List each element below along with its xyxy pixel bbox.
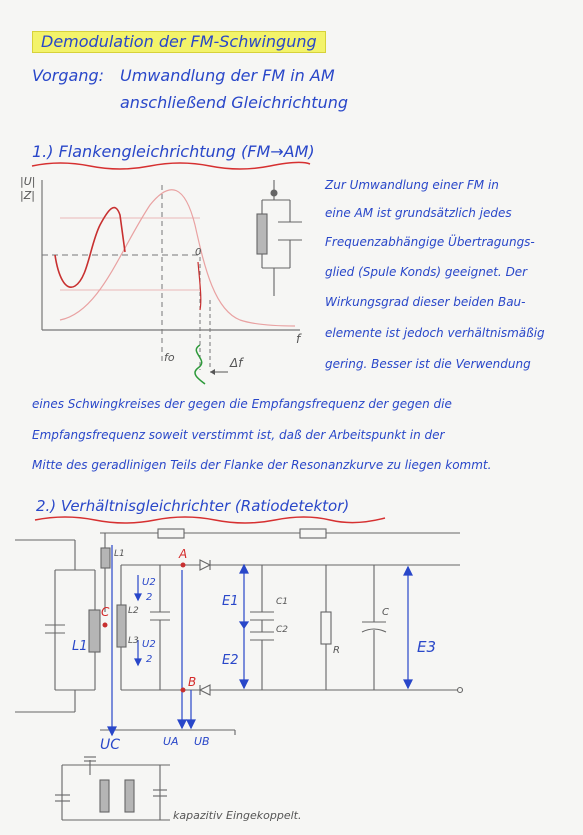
vorgang-line-2: anschließend Gleichrichtung [120, 93, 348, 112]
node-a-label: A [179, 547, 188, 561]
am-wave [198, 262, 201, 310]
page-title: Demodulation der FM-Schwingung [32, 31, 326, 53]
vorgang-line-1: Umwandlung der FM in AM [120, 66, 335, 85]
graph-x-label: f [296, 332, 301, 346]
paragraph-line-9: Empfangsfrequenz soweit verstimmt ist, daß der Arbeitspunkt in der [32, 428, 445, 442]
paragraph-line-6: elemente ist jedoch verhältnismäßig [325, 326, 545, 340]
section-1-heading: 1.) Flankengleichrichtung (FM→AM) [32, 142, 315, 161]
paragraph-line-2: eine AM ist grundsätzlich jedes [325, 206, 512, 220]
resonance-curve [60, 190, 295, 326]
paragraph-line-7: gering. Besser ist die Verwendung [325, 357, 531, 371]
label-u2-bottom-den: 2 [146, 654, 153, 665]
graph-f0-label: fo [164, 351, 175, 364]
label-uc: UC [100, 737, 121, 753]
fm-wave [55, 208, 125, 288]
label-e2: E2 [222, 653, 239, 668]
small-lc-circuit [257, 180, 302, 296]
label-l3: L3 [128, 636, 139, 646]
label-c1: C1 [276, 597, 289, 607]
paragraph-line-4: glied (Spule Konds) geeignet. Der [325, 265, 528, 279]
ratio-detector-circuit [15, 529, 463, 735]
label-l1-top: L1 [114, 549, 125, 559]
label-l1: L1 [72, 639, 88, 654]
label-u2-bottom: U2 [142, 639, 156, 650]
label-ua: UA [163, 735, 179, 748]
label-c2: C2 [276, 625, 289, 635]
paragraph-line-3: Frequenzabhängige Übertragungs- [325, 235, 535, 249]
graph-zero-label: 0 [195, 247, 202, 258]
label-ub: UB [194, 735, 210, 748]
label-e3: E3 [417, 638, 437, 656]
graph-y-label-z: |Z| [20, 189, 35, 202]
paragraph-line-5: Wirkungsgrad dieser beiden Bau- [325, 295, 526, 309]
node-b-label: B [188, 675, 197, 689]
capacitive-coupling-sketch [55, 757, 170, 820]
graph-y-label-u: |U| [20, 175, 36, 188]
node-c-label: C [101, 605, 110, 619]
label-e1: E1 [222, 594, 239, 609]
label-c: C [382, 607, 389, 618]
bottom-note: kapazitiv Eingekoppelt. [173, 809, 302, 822]
vorgang-label: Vorgang: [32, 66, 105, 85]
heading-2-underline [35, 517, 385, 523]
heading-1-underline [32, 162, 310, 169]
graph-bandwidth-label: Δf [230, 356, 243, 370]
resonance-graph [42, 180, 300, 370]
paragraph-line-8: eines Schwingkreises der gegen die Empfangsfrequenz der gegen die [32, 397, 452, 411]
label-u2-top-den: 2 [146, 592, 153, 603]
label-u2-top: U2 [142, 577, 156, 588]
paragraph-line-10: Mitte des geradlinigen Teils der Flanke der Resonanzkurve zu liegen kommt. [32, 458, 492, 472]
label-l2: L2 [128, 606, 139, 616]
section-2-heading: 2.) Verhältnisgleichrichter (Ratiodetektor) [36, 497, 350, 515]
paragraph-line-1: Zur Umwandlung einer FM in [325, 178, 499, 192]
label-r: R [333, 645, 340, 656]
